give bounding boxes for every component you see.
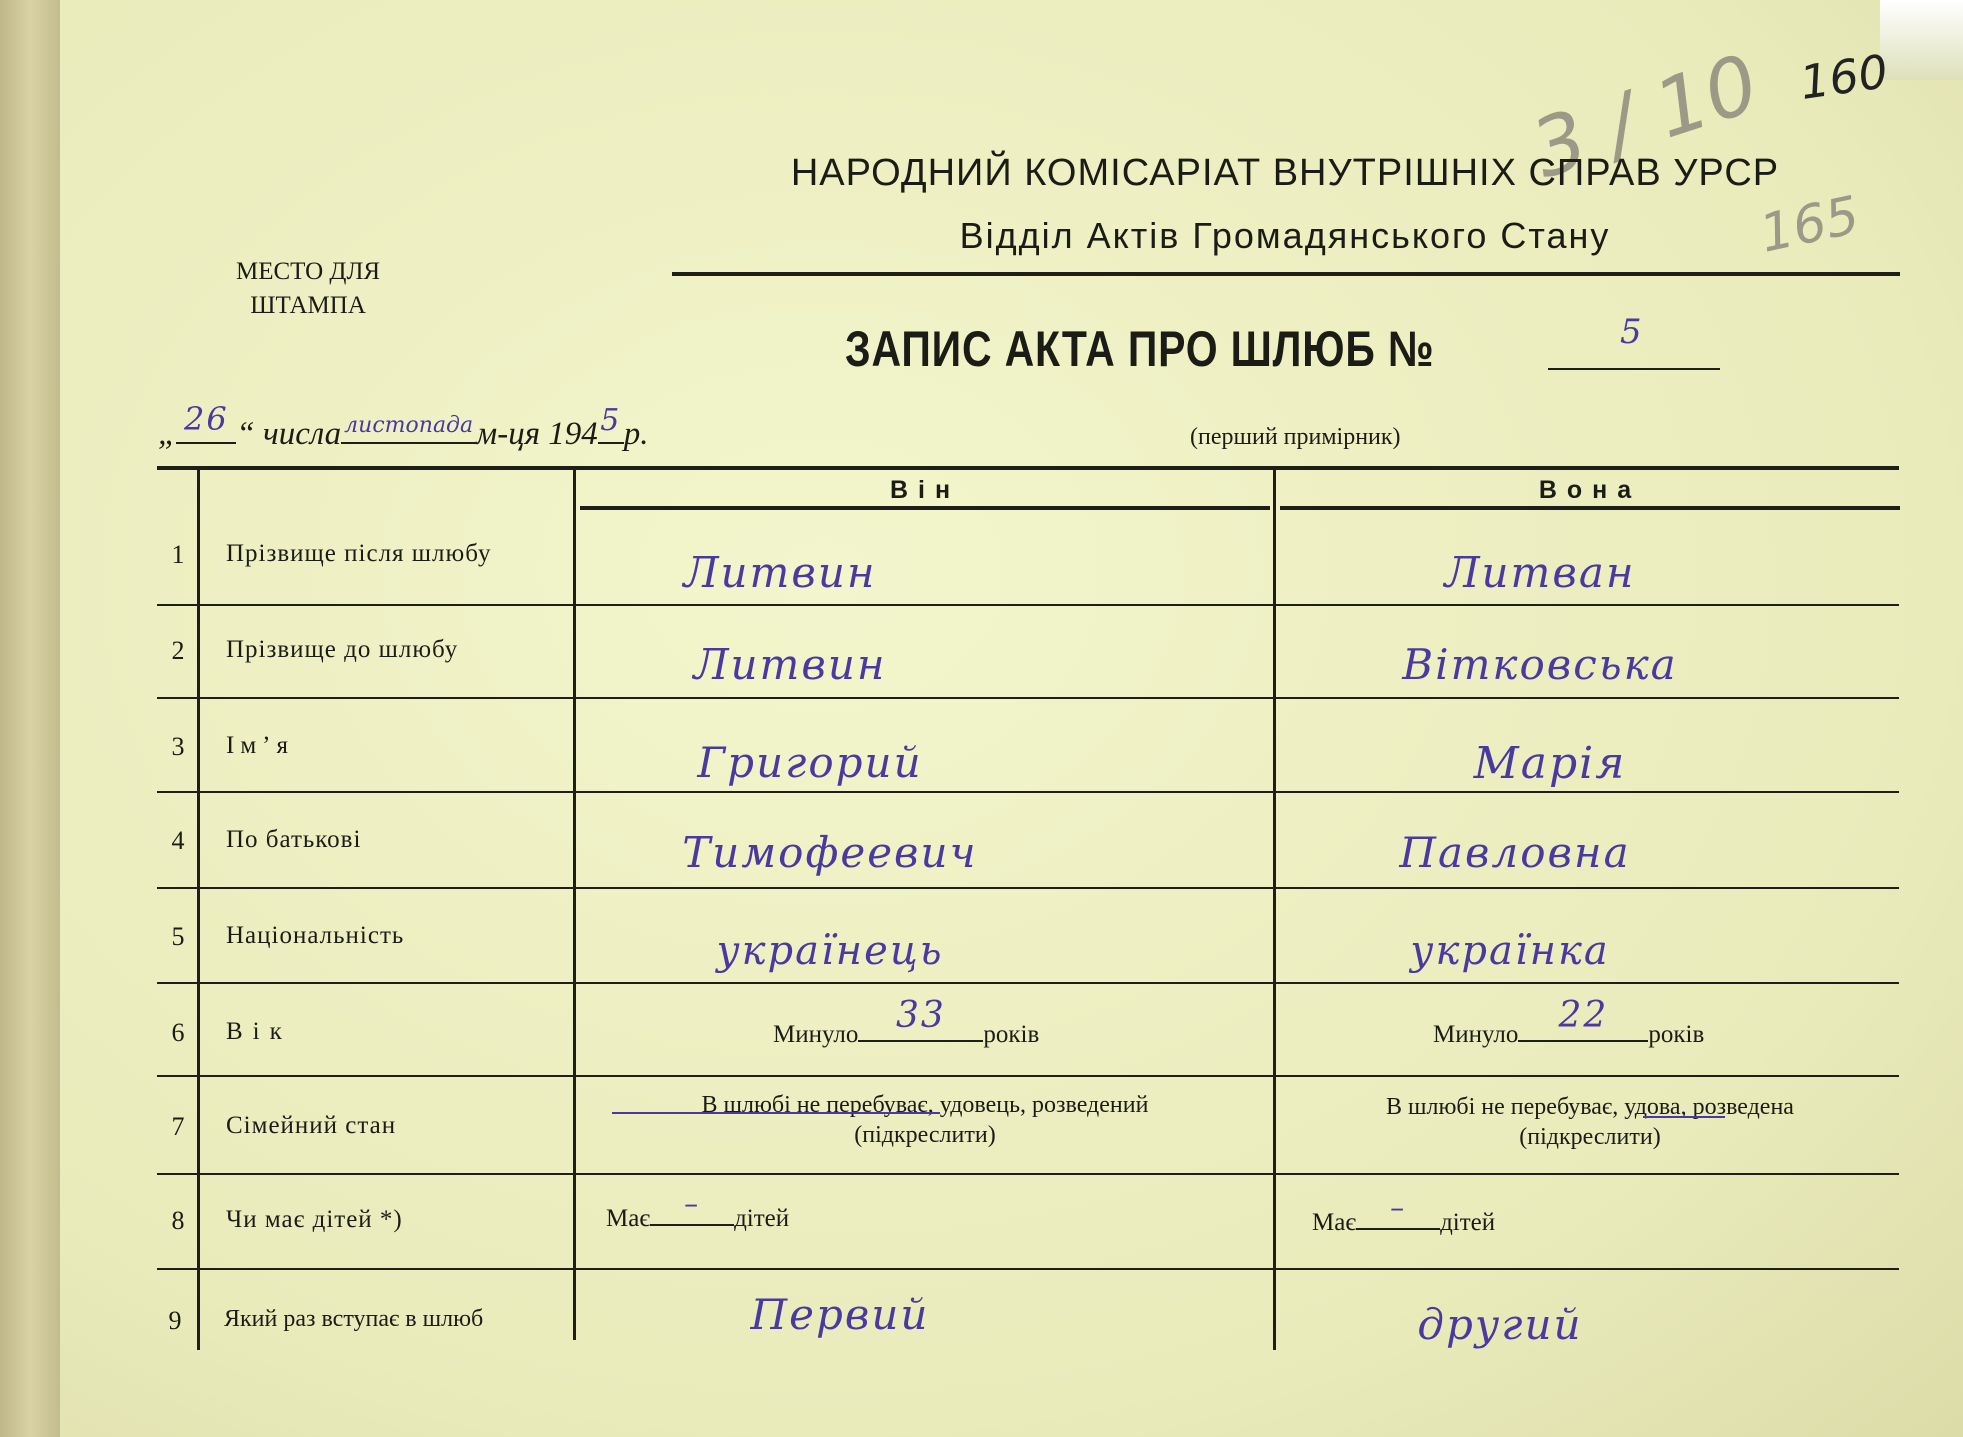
label-first-name: Ім’я	[226, 732, 294, 759]
copy-note: (перший примірник)	[1190, 424, 1401, 450]
day-label: числа	[262, 416, 342, 452]
pencil-fraction: 3 / 10	[1521, 36, 1770, 197]
row-number: 5	[171, 922, 185, 951]
quote-open: „	[158, 416, 177, 452]
she-children-prefix: Має	[1312, 1209, 1357, 1236]
form-title	[845, 320, 1434, 378]
she-children-blank	[1356, 1191, 1440, 1230]
label-col-divider	[573, 470, 576, 1340]
he-she-divider	[1273, 470, 1276, 1350]
row-number: 8	[171, 1206, 185, 1235]
he-marital-note: (підкреслити)	[854, 1122, 996, 1148]
she-age-blank	[1518, 995, 1648, 1042]
row-number: 2	[171, 636, 185, 665]
num-col-divider	[197, 470, 200, 1350]
label-marriage-count: Який раз вступає в шлюб	[224, 1306, 484, 1332]
row-number: 6	[171, 1018, 185, 1047]
column-she-rule	[1280, 506, 1900, 510]
he-first-name: Григорий	[697, 738, 923, 787]
row-separator	[157, 887, 1899, 889]
row-separator	[157, 604, 1899, 606]
archive-number: 160	[1796, 44, 1892, 110]
header-rule	[672, 272, 1900, 276]
column-she: Вона	[1538, 476, 1642, 504]
label-marital-status: Сімейний стан	[226, 1112, 397, 1139]
month-blank	[341, 412, 476, 444]
he-age-suffix: років	[983, 1021, 1040, 1048]
label-age: Вік	[226, 1018, 292, 1045]
he-surname-before: Литвин	[693, 640, 887, 689]
row-separator	[157, 982, 1899, 984]
year-blank	[598, 403, 624, 444]
stamp-line-1: МЕСТО ДЛЯ	[236, 258, 381, 285]
ministry-heading: НАРОДНИЙ КОМІСАРІАТ ВНУТРІШНІХ СПРАВ УРСР	[790, 152, 1780, 194]
he-age-blank	[858, 995, 983, 1042]
she-patronymic: Павловна	[1399, 828, 1631, 877]
row-number: 7	[171, 1112, 185, 1141]
row-separator	[157, 791, 1899, 793]
he-nationality: українець	[716, 928, 944, 974]
column-he-rule	[580, 506, 1270, 510]
label-patronymic: По батькові	[226, 826, 362, 853]
he-children	[606, 1187, 790, 1233]
table-top-rule	[157, 466, 1899, 470]
column-he: Він	[889, 476, 961, 504]
year-digit: 5	[600, 403, 622, 438]
quote-close: “	[236, 416, 255, 452]
page-corner	[1880, 0, 1963, 80]
he-age	[773, 995, 1040, 1049]
date-line	[158, 400, 649, 453]
he-age-prefix: Минуло	[773, 1021, 859, 1048]
stamp-line-2: ШТАМПА	[250, 292, 366, 319]
stamp-placeholder	[236, 255, 380, 323]
label-surname-after: Прізвище після шлюбу	[226, 540, 492, 567]
she-surname-before: Вітковська	[1402, 640, 1678, 689]
row-separator	[157, 1173, 1899, 1175]
row-number: 9	[168, 1306, 182, 1335]
day-blank	[176, 400, 236, 444]
year-suffix: р.	[623, 416, 649, 452]
record-number-blank	[1548, 358, 1720, 370]
label-nationality: Національність	[226, 922, 405, 949]
he-children-value: –	[684, 1187, 701, 1220]
he-marital-status	[590, 1090, 1260, 1150]
he-age-value: 33	[895, 995, 946, 1036]
row-number: 1	[171, 540, 185, 569]
row-number: 4	[171, 826, 185, 855]
label-surname-before: Прізвище до шлюбу	[226, 636, 459, 663]
she-surname-after: Литван	[1444, 548, 1636, 597]
she-children-suffix: дітей	[1440, 1209, 1496, 1236]
page-stack-edge	[0, 0, 60, 1437]
he-children-blank	[650, 1187, 734, 1226]
she-marital-options: В шлюбі не перебуває, удова, розведена	[1386, 1094, 1794, 1120]
month-label: м-ця 194	[476, 416, 598, 452]
she-status-underline	[1643, 1116, 1725, 1118]
row-number: 3	[171, 732, 185, 761]
label-children: Чи має дітей *)	[226, 1206, 403, 1233]
record-number: 5	[1620, 312, 1644, 352]
he-marriage-count: Первий	[750, 1290, 930, 1339]
row-separator	[157, 1268, 1899, 1270]
day-value: 26	[184, 400, 229, 438]
department-heading: Відділ Актів Громадянського Стану	[959, 215, 1611, 256]
row-separator	[157, 1075, 1899, 1077]
he-children-prefix: Має	[606, 1205, 651, 1232]
she-children	[1312, 1191, 1496, 1237]
he-surname-after: Литвин	[683, 548, 877, 597]
she-age-suffix: років	[1648, 1021, 1705, 1048]
she-age	[1433, 995, 1705, 1049]
he-marital-options: В шлюбі не перебуває, удовець, розведений	[701, 1092, 1149, 1118]
she-marriage-count: другий	[1417, 1300, 1583, 1349]
form-title-text: ЗАПИС АКТА ПРО ШЛЮБ №	[845, 321, 1435, 377]
she-first-name: Марія	[1473, 738, 1627, 789]
she-age-value: 22	[1558, 995, 1609, 1036]
she-children-value: –	[1390, 1191, 1407, 1224]
he-status-underline	[612, 1112, 940, 1114]
she-age-prefix: Минуло	[1433, 1021, 1519, 1048]
month-value: листопада	[344, 413, 474, 438]
he-children-suffix: дітей	[734, 1205, 790, 1232]
she-marital-note: (підкреслити)	[1519, 1124, 1661, 1150]
he-patronymic: Тимофеевич	[682, 828, 978, 877]
row-separator	[157, 697, 1899, 699]
she-marital-status	[1285, 1092, 1895, 1152]
she-nationality: українка	[1410, 928, 1610, 974]
old-page-number: 165	[1754, 185, 1865, 265]
